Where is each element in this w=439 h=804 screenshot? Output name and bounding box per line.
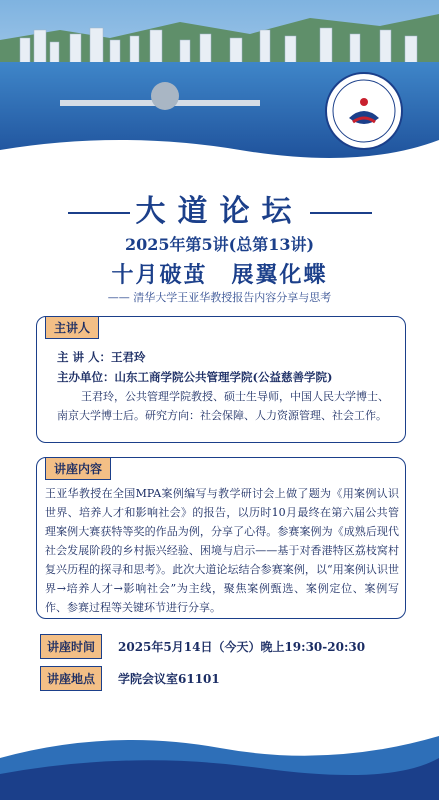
content-text: 王亚华教授在全国MPA案例编写与教学研讨会上做了题为《用案例认识世界、培养人才和影响社会》的报告，以历时10月最终在第六届公共管理案例大赛获特等奖的作品为例，分享了心得。参赛案例为《成熟后现代社会发展阶段的乡村振兴经验、困境与启示——基于对香港特区荔枝窝村复兴历程的探寻和思考》。此次大道论坛结合参赛案例，以“用案例认识世界→培养人才→影响社会”为主线，聚焦案例甄选、案例定位、案例写作、参赛过程等关键环节进行分享。 <box>45 487 399 614</box>
forum-title <box>0 186 439 230</box>
host-label: 主办单位： <box>57 370 115 384</box>
speaker-line <box>57 349 146 365</box>
title-right-dash <box>310 212 372 214</box>
speaker-box <box>36 316 406 443</box>
title-left-dash <box>68 212 130 214</box>
time-tag: 讲座时间 <box>40 634 102 659</box>
content-tag: 讲座内容 <box>45 457 111 480</box>
speaker-tag: 主讲人 <box>45 316 99 339</box>
logo-emblem-icon <box>327 74 401 148</box>
time-value: 2025年5月14日（今天）晚上19:30-20:30 <box>118 640 366 654</box>
host-line <box>57 369 332 385</box>
footer-wave <box>0 728 439 800</box>
speaker-label: 主 讲 人： <box>57 350 112 364</box>
place-tag: 讲座地点 <box>40 666 102 691</box>
speaker-bio: 王君玲，公共管理学院教授、硕士生导师，中国人民大学博士、南京大学博士后。研究方向：社会保障、人力资源管理、社会工作。 <box>57 390 389 422</box>
wave-decoration <box>0 728 439 800</box>
university-logo <box>325 72 403 150</box>
host-value: 山东工商学院公共管理学院(公益慈善学院) <box>114 370 333 384</box>
place-value: 学院会议室61101 <box>118 672 220 686</box>
speaker-name: 王君玲 <box>111 350 146 364</box>
topic-subtitle: —— 清华大学王亚华教授报告内容分享与思考 <box>107 291 332 304</box>
forum-title-text: 大道论坛 <box>135 194 304 229</box>
topic-title: 十月破茧 展翼化蝶 <box>111 262 328 288</box>
content-box <box>36 457 406 619</box>
session-label: 2025年第5讲(总第13讲) <box>124 235 315 254</box>
hero-banner <box>0 0 439 165</box>
